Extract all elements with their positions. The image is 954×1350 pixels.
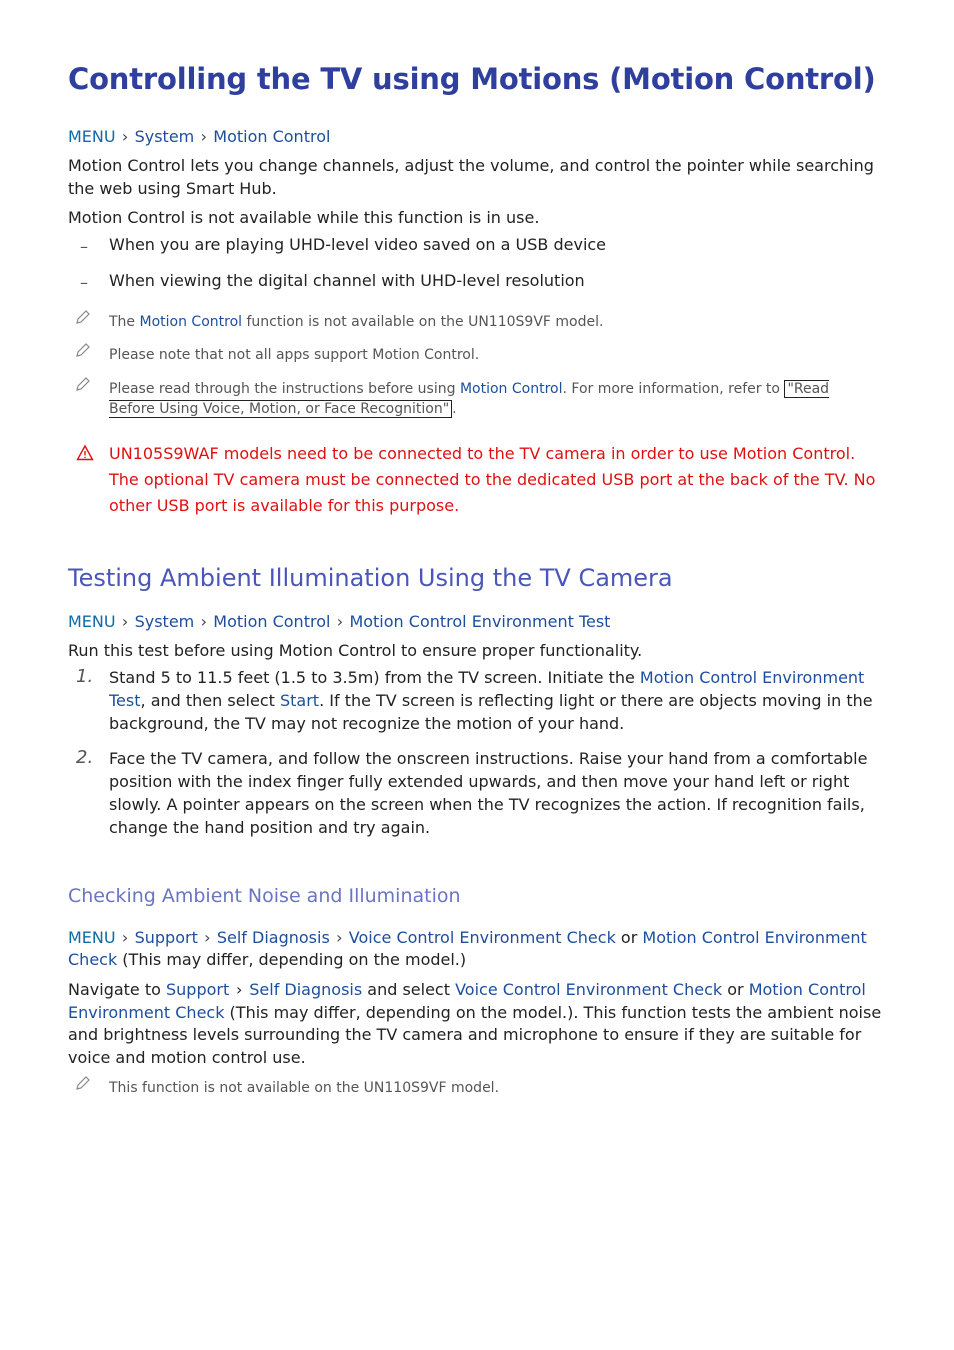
motion-check-link[interactable]: Motion Control Environment Check: [68, 980, 866, 1022]
breadcrumb: [68, 127, 330, 146]
voice-check-link[interactable]: Voice Control Environment Check: [455, 980, 723, 999]
breadcrumb-menu[interactable]: MENU: [68, 612, 116, 631]
breadcrumb: [68, 612, 610, 631]
step-text: Face the TV camera, and follow the onscreen instructions. Raise your hand from a comfortable position with the index finger fully extended upwards, and then move your hand left or right slowly. A pointer appears on the screen when the TV recognizes the action. If recognition fails, change the hand position and try again.: [109, 749, 868, 837]
support-link[interactable]: Support: [166, 980, 230, 999]
section-heading: Testing Ambient Illumination Using the TV Camera: [68, 564, 673, 592]
chevron-right-icon: ›: [200, 127, 207, 146]
breadcrumb-motion-control[interactable]: Motion Control: [213, 127, 331, 146]
step-number: 2.: [76, 747, 94, 768]
paragraph-text-part: (This may differ, depending on the model.). This function tests the ambient noise and brightness levels surrounding the TV camera and microphone to ensure if they are suitable for voice and motion control use.: [68, 1002, 882, 1067]
dash-bullet: –: [80, 273, 88, 292]
paragraph-text-part: and select: [362, 980, 456, 999]
self-diagnosis-link[interactable]: Self Diagnosis: [249, 980, 363, 999]
step-number: 1.: [76, 666, 94, 687]
pencil-icon: [74, 308, 92, 326]
chevron-right-icon: ›: [336, 612, 344, 631]
chevron-right-icon: ›: [336, 928, 343, 947]
breadcrumb-motion-control[interactable]: Motion Control: [213, 612, 331, 631]
chevron-right-icon: ›: [200, 612, 207, 631]
paragraph-text-part: or: [722, 980, 749, 999]
warning-triangle-icon: [76, 444, 94, 462]
pencil-icon: [74, 341, 92, 359]
breadcrumb-menu[interactable]: MENU: [68, 127, 116, 146]
motion-control-link[interactable]: Motion Control: [139, 314, 243, 330]
motion-check-link[interactable]: Motion Control Environment Check: [68, 928, 867, 969]
step-text-part: . If the TV screen is reflecting light or there are objects moving in the background, the TV may not recognize the motion of your hand.: [109, 691, 873, 733]
path-note: (This may differ, depending on the model.): [117, 950, 467, 969]
note-text: [109, 379, 859, 419]
step-text-part: , and then select: [140, 691, 280, 710]
paragraph-text-part: Navigate to: [68, 980, 166, 999]
motion-control-link[interactable]: Motion Control: [459, 381, 563, 397]
list-item: When you are playing UHD-level video saved on a USB device: [109, 235, 607, 254]
pencil-icon: [74, 1074, 92, 1092]
chevron-right-icon: ›: [236, 980, 243, 999]
pencil-icon: [74, 375, 92, 393]
navigate-paragraph: [68, 979, 888, 1069]
note-text-part: .: [452, 401, 457, 417]
chevron-right-icon: ›: [204, 928, 211, 947]
breadcrumb-environment-test[interactable]: Motion Control Environment Test: [349, 612, 611, 631]
chevron-right-icon: ›: [121, 127, 129, 146]
environment-test-link[interactable]: Motion Control Environment Test: [109, 668, 865, 710]
breadcrumb-system[interactable]: System: [134, 612, 195, 631]
breadcrumb: [68, 927, 888, 971]
start-link[interactable]: Start: [279, 691, 320, 710]
note-text-part: . For more information, refer to: [562, 381, 785, 397]
note-text-part: Please read through the instructions before using: [109, 381, 460, 397]
note-text: [109, 312, 869, 332]
unavailable-paragraph: Motion Control is not available while this function is in use.: [68, 208, 540, 227]
reference-link[interactable]: "Read Before Using Voice, Motion, or Face Recognition": [109, 381, 830, 417]
page-title: Controlling the TV using Motions (Motion Control): [68, 62, 876, 96]
breadcrumb-support[interactable]: Support: [134, 928, 198, 947]
chevron-right-icon: ›: [121, 612, 129, 631]
list-item: When viewing the digital channel with UHD-level resolution: [109, 271, 585, 290]
subsection-heading: Checking Ambient Noise and Illumination: [68, 885, 461, 907]
note-text: Please note that not all apps support Motion Control.: [109, 347, 480, 363]
breadcrumb-menu[interactable]: MENU: [68, 928, 116, 947]
breadcrumb-self-diagnosis[interactable]: Self Diagnosis: [216, 928, 330, 947]
section-intro: Run this test before using Motion Control to ensure proper functionality.: [68, 641, 643, 660]
chevron-right-icon: ›: [121, 928, 129, 947]
breadcrumb-voice-check[interactable]: Voice Control Environment Check: [348, 928, 616, 947]
dash-bullet: –: [80, 237, 88, 256]
breadcrumb-system[interactable]: System: [134, 127, 195, 146]
warning-text: UN105S9WAF models need to be connected to the TV camera in order to use Motion Control. The optional TV camera must be connected to the dedicated USB port at the back of the TV. No other USB port is available for this purpose.: [109, 444, 876, 515]
or-text: or: [615, 928, 643, 947]
note-text-part: function is not available on the UN110S9VF model.: [242, 314, 604, 330]
intro-paragraph: Motion Control lets you change channels, adjust the volume, and control the pointer while searching the web using Smart Hub.: [68, 156, 874, 198]
step-text: [109, 666, 889, 735]
note-text: This function is not available on the UN110S9VF model.: [109, 1080, 500, 1096]
step-text-part: Stand 5 to 11.5 feet (1.5 to 3.5m) from the TV screen. Initiate the: [109, 668, 640, 687]
note-text-part: The: [109, 314, 140, 330]
